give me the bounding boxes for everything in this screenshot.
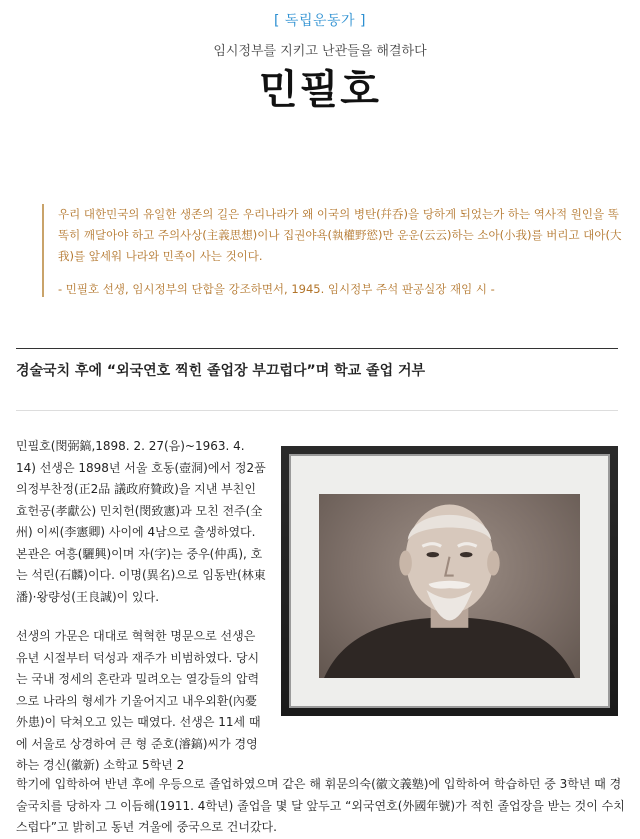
section-heading: 경술국치 후에 “외국연호 찍힌 졸업장 부끄럽다”며 학교 졸업 거부 — [16, 363, 426, 379]
quote-text: 우리 대한민국의 유일한 생존의 길은 우리나라가 왜 이국의 병탄(幷呑)을 당하게 되었는가 하는 역사적 원인을 똑똑히 깨달아야 하고 주의사상(主義思想)이나 집권야욕(執權野慾)만 운운(云云)하는 소아(小我)를 버리고 대아(大我)를 앞세워 나라와 민족이 사는 것이다. — [58, 207, 622, 263]
article-paragraph-1: 민필호(閔弼鎬,1898. 2. 27(음)~1963. 4. 14) 선생은 1898년 서울 호동(壺洞)에서 정2품 의정부찬정(正2品 議政府贊政)을 지낸 부친인 효헌공(孝獻公) 민치헌(閔致憲)과 모친 전주(全州) 이씨(李憲卿) 사이에 4남으로 출생하였다. 본관은 여흥(驪興)이며 자(字)는 중우(仲禹), 호는 석린(石麟)이다. 이명(異名)으로 임동반(林東潘)·왕량성(王良誠)이 있다. — [16, 439, 266, 604]
section-divider-bottom — [16, 410, 618, 411]
portrait-frame — [281, 446, 618, 716]
portrait-mat — [289, 454, 610, 708]
quote-source: - 민필호 선생, 임시정부의 단합을 강조하면서, 1945. 임시정부 주석 판공실장 재임 시 - — [58, 282, 495, 296]
quote-block — [42, 204, 628, 297]
category-label: [ 독립운동가 ] — [274, 13, 366, 29]
page-title: 민필호 — [259, 66, 381, 113]
portrait-illustration — [319, 494, 580, 678]
section-divider-top — [16, 348, 618, 349]
portrait-photo-icon — [319, 494, 580, 678]
article-paragraph-2: 선생의 가문은 대대로 혁혁한 명문으로 선생은 유년 시절부터 덕성과 재주가 비범하였다. 당시는 국내 정세의 혼란과 밀려오는 열강들의 압력으로 나라의 형세가 기울어지고 내우외환(內憂外患)이 닥쳐오고 있는 때였다. 선생은 11세 때에 서울로 상경하여 큰 형 준호(濬鎬)씨가 경영하는 경신(徽新) 소학교 5학년 2 — [16, 629, 261, 772]
article-paragraph-3: 학기에 입학하여 반년 후에 우등으로 졸업하였으며 같은 해 휘문의숙(徽文義塾)에 입학하여 학습하던 중 3학년 때 경술국치를 당하자 그 이듬해(1911. 4학년) 졸업을 몇 달 앞두고 “외국연호(外國年號)가 적힌 졸업장을 받는 것이 수치스럽다”고 밝히고 동년 겨울에 중국으로 건너갔다. — [16, 777, 625, 834]
page-subtitle: 임시정부를 지키고 난관들을 해결하다 — [213, 44, 427, 59]
